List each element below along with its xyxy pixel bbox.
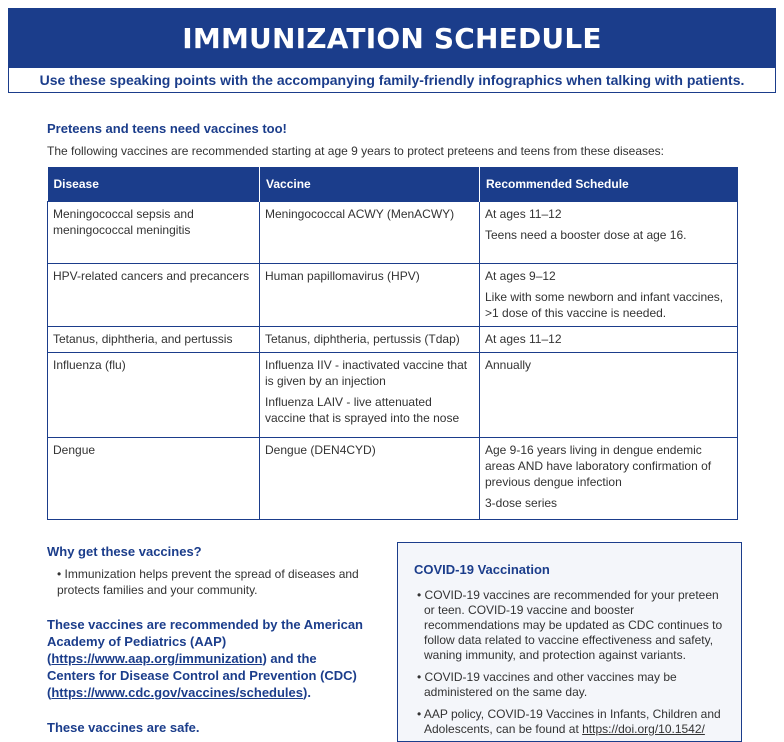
vaccine-text: Meningococcal ACWY (MenACWY)	[265, 207, 455, 221]
column-header-schedule: Recommended Schedule	[480, 167, 738, 202]
aap-text-3: ).	[303, 685, 311, 700]
bullet-icon: •	[417, 670, 425, 684]
aap-statement	[47, 616, 367, 701]
bullet-icon: •	[417, 588, 425, 602]
table-row	[48, 353, 738, 438]
covid-policy-text: AAP policy, COVID-19 Vaccines in Infants, Children and Adolescents, can be found at	[423, 707, 721, 736]
list-item	[414, 707, 725, 737]
covid-bullet-list	[414, 588, 725, 737]
vaccine-cell	[260, 353, 480, 438]
table-row	[48, 438, 738, 520]
table-header-row	[48, 167, 738, 202]
list-item	[414, 588, 725, 663]
covid-panel	[397, 542, 742, 742]
covid-bullet-text: COVID-19 vaccines are recommended for your preteen or teen. COVID-19 vaccine and booster recommendations may be updated as CDC continues to follow data related to vaccine effectiveness and safety, waning immunity, and protection against variants.	[424, 588, 723, 662]
vaccine-table	[47, 167, 738, 520]
bullet-icon: •	[57, 567, 65, 581]
vaccine-cell	[260, 327, 480, 353]
schedule-cell	[480, 202, 738, 264]
vaccine-cell	[260, 438, 480, 520]
schedule-text: At ages 9–12	[485, 269, 556, 283]
vaccine-text: Dengue (DEN4CYD)	[265, 443, 376, 457]
table-row	[48, 264, 738, 327]
disease-cell: HPV-related cancers and precancers	[48, 264, 260, 327]
schedule-text: At ages 11–12	[485, 207, 562, 221]
schedule-cell	[480, 327, 738, 353]
aap-text-1: These vaccines are recommended by the American Academy of Pediatrics (AAP) (	[47, 617, 363, 666]
why-bullet	[47, 566, 367, 598]
list-item	[414, 670, 725, 700]
vaccine-text: Influenza LAIV - live attenuated vaccine that is sprayed into the nose	[265, 395, 460, 425]
policy-link[interactable]: https://doi.org/10.1542/	[582, 722, 705, 736]
schedule-text: Annually	[485, 358, 532, 372]
disease-cell: Tetanus, diphtheria, and pertussis	[48, 327, 260, 353]
vaccine-cell	[260, 202, 480, 264]
covid-heading: COVID-19 Vaccination	[414, 562, 550, 577]
schedule-cell	[480, 438, 738, 520]
section-heading: Preteens and teens need vaccines too!	[47, 121, 287, 136]
vaccine-text: Influenza IIV - inactivated vaccine that is given by an injection	[265, 358, 468, 388]
section-intro: The following vaccines are recommended starting at age 9 years to protect preteens and teens from these diseases:	[47, 144, 665, 158]
safe-heading: These vaccines are safe.	[47, 720, 200, 735]
aap-text-2: ) and the Centers for Disease Control and Prevention (CDC) (	[47, 651, 357, 700]
schedule-text: Age 9-16 years living in dengue endemic areas AND have laboratory confirmation of previous dengue infection	[485, 443, 712, 489]
page-subtitle: Use these speaking points with the accompanying family-friendly infographics when talking with patients.	[8, 68, 776, 93]
schedule-note: 3-dose series	[485, 496, 558, 510]
page-title: IMMUNIZATION SCHEDULE	[8, 8, 776, 68]
disease-cell: Dengue	[48, 438, 260, 520]
column-header-vaccine: Vaccine	[260, 167, 480, 202]
why-heading: Why get these vaccines?	[47, 544, 202, 559]
schedule-note: Like with some newborn and infant vaccines, >1 dose of this vaccine is needed.	[485, 290, 724, 320]
aap-link[interactable]: https://www.aap.org/immunization	[51, 651, 263, 666]
schedule-cell	[480, 264, 738, 327]
table-row	[48, 327, 738, 353]
vaccine-cell	[260, 264, 480, 327]
disease-cell: Meningococcal sepsis and meningococcal meningitis	[48, 202, 260, 264]
why-bullet-text: Immunization helps prevent the spread of diseases and protects families and your community.	[57, 567, 359, 597]
schedule-note: Teens need a booster dose at age 16.	[485, 228, 687, 242]
vaccine-text: Human papillomavirus (HPV)	[265, 269, 420, 283]
column-header-disease: Disease	[48, 167, 260, 202]
table-row	[48, 202, 738, 264]
schedule-text: At ages 11–12	[485, 332, 562, 346]
covid-bullet-text: COVID-19 vaccines and other vaccines may be administered on the same day.	[424, 670, 677, 699]
disease-cell: Influenza (flu)	[48, 353, 260, 438]
bullet-icon: •	[417, 707, 424, 721]
info-column	[47, 543, 367, 736]
vaccine-text: Tetanus, diphtheria, pertussis (Tdap)	[265, 332, 460, 346]
cdc-link[interactable]: https://www.cdc.gov/vaccines/schedules	[51, 685, 303, 700]
schedule-cell	[480, 353, 738, 438]
